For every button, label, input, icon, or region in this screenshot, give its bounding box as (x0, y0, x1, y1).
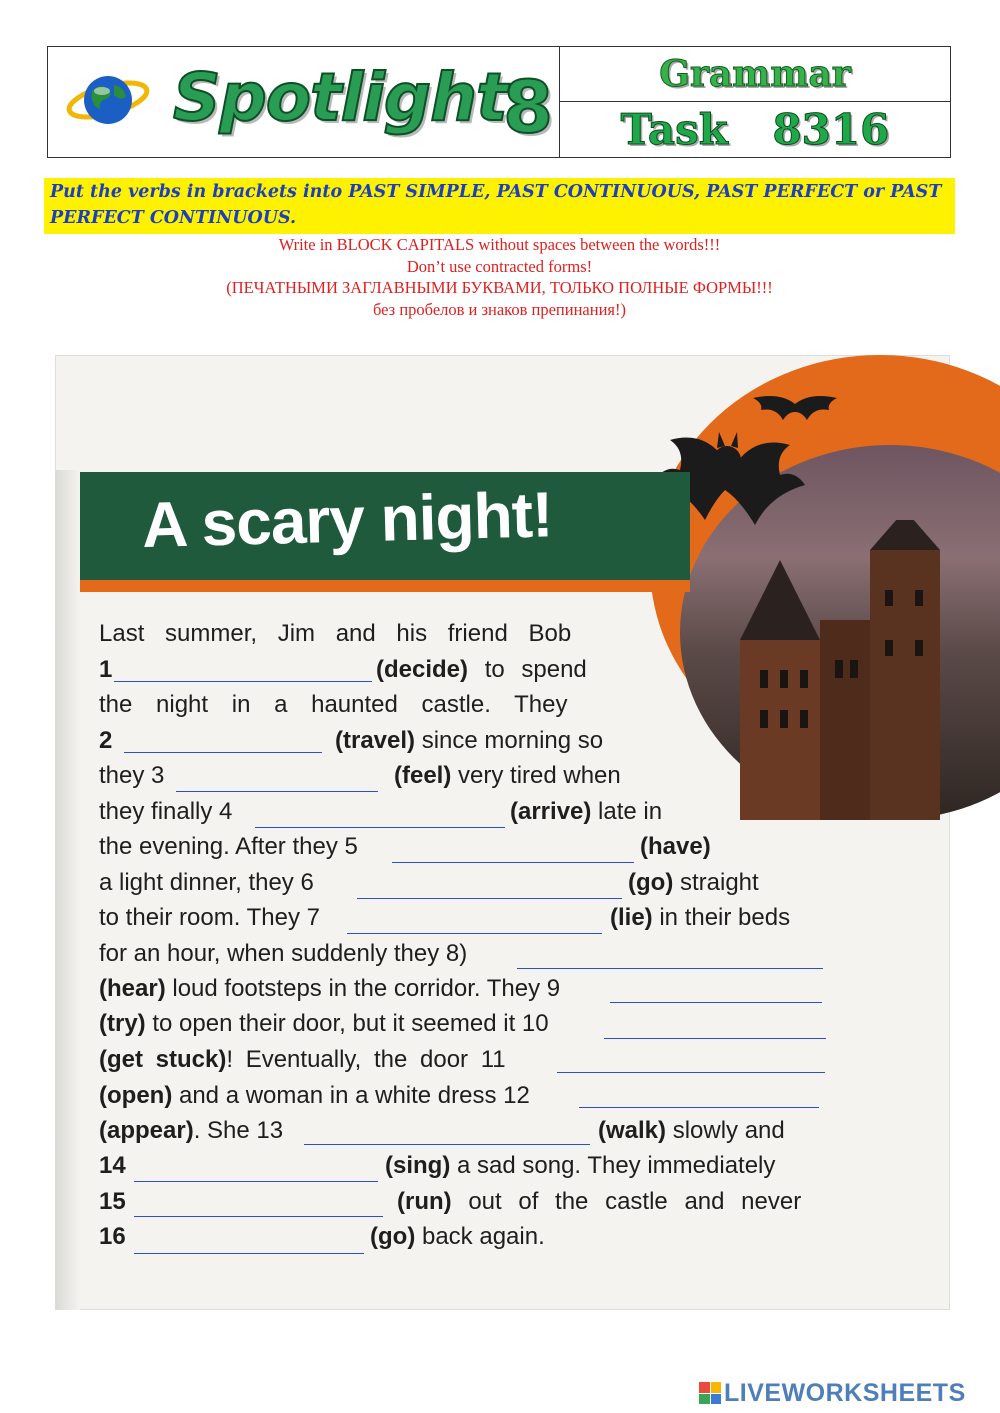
answer-blank-7[interactable] (347, 933, 602, 934)
story-line: (have) (640, 833, 711, 860)
liveworksheets-text: LIVEWORKSHEETS (724, 1378, 966, 1407)
story-line: 14 (99, 1152, 126, 1179)
story-line: 2 (99, 727, 113, 754)
brand-number: 8 (503, 65, 554, 149)
story-line: (get stuck)! Eventually, the door 11 (99, 1046, 506, 1073)
story-line: (travel) since morning so (335, 727, 604, 754)
story-line: (go) back again. (370, 1223, 545, 1250)
globe-logo-icon (66, 67, 150, 133)
brand-name: Spotlight (173, 59, 507, 136)
story-line: (go) straight (628, 869, 759, 896)
note-line: (ПЕЧАТНЫМИ ЗАГЛАВНЫМИ БУКВАМИ, ТОЛЬКО ПОЛНЫЕ ФОРМЫ!!! (226, 278, 773, 297)
instruction-notes (44, 234, 955, 320)
instruction-banner: Put the verbs in brackets into PAST SIMPLE, PAST CONTINUOUS, PAST PERFECT or PAST PERFECT CONTINUOUS. (44, 178, 955, 234)
answer-blank-8[interactable] (517, 968, 823, 969)
answer-blank-1[interactable] (114, 681, 372, 682)
answer-blank-14[interactable] (134, 1181, 378, 1182)
subject-label: Grammar (659, 53, 851, 95)
note-line: Don’t use contracted forms! (406, 256, 593, 276)
answer-blank-15[interactable] (134, 1216, 383, 1217)
story-line: they finally 4 (99, 798, 233, 825)
story-line: 16 (99, 1223, 126, 1250)
answer-blank-4[interactable] (255, 827, 505, 828)
answer-blank-16[interactable] (134, 1253, 364, 1254)
story-line: for an hour, when suddenly they 8) (99, 940, 468, 967)
story-line: 15 (99, 1188, 126, 1215)
story-line: to their room. They 7 (99, 904, 320, 931)
story-line: (run) out of the castle and never (397, 1188, 802, 1215)
story-line: 1 (99, 656, 113, 683)
header-table (47, 46, 951, 158)
story-line: (walk) slowly and (598, 1117, 785, 1144)
answer-blank-2[interactable] (124, 752, 322, 753)
story-line: (lie) in their beds (610, 904, 791, 931)
liveworksheets-logo (699, 1379, 966, 1407)
bat-icon (750, 392, 840, 424)
note-line: Write in BLOCK CAPITALS without spaces between the words!!! (278, 235, 721, 254)
liveworksheets-icon (699, 1382, 721, 1404)
answer-blank-13[interactable] (304, 1144, 590, 1145)
story-line: Last summer, Jim and his friend Bob (99, 620, 572, 647)
answer-blank-6[interactable] (357, 898, 622, 899)
note-line: без пробелов и знаков препинания!) (372, 299, 626, 319)
castle-icon (720, 520, 960, 820)
story-line: (sing) a sad song. They immediately (385, 1152, 776, 1179)
story-line: (hear) loud footsteps in the corridor. They 9 (99, 975, 561, 1002)
story-line: (appear). She 13 (99, 1117, 284, 1144)
story-line: a light dinner, they 6 (99, 869, 314, 896)
answer-blank-10[interactable] (604, 1038, 826, 1039)
story-line: (feel) very tired when (394, 762, 621, 789)
story-line: (open) and a woman in a white dress 12 (99, 1082, 530, 1109)
task-label: Task 8316 (620, 105, 890, 154)
brand-cell (48, 47, 560, 157)
story-line: the night in a haunted castle. They (99, 691, 568, 718)
story-line: they 3 (99, 762, 165, 789)
task-cell (560, 102, 950, 157)
answer-blank-12[interactable] (579, 1107, 819, 1108)
page-shadow (55, 470, 80, 1310)
story-line: the evening. After they 5 (99, 833, 358, 860)
story-line: (arrive) late in (510, 798, 663, 825)
answer-blank-5[interactable] (392, 862, 634, 863)
story-line: (try) to open their door, but it seemed it 10 (99, 1010, 549, 1037)
answer-blank-9[interactable] (610, 1002, 822, 1003)
answer-blank-3[interactable] (176, 791, 378, 792)
story-line: (decide) to spend (376, 656, 587, 683)
answer-blank-11[interactable] (557, 1072, 825, 1073)
story-title: A scary night! (141, 478, 554, 561)
subject-cell (560, 47, 950, 102)
